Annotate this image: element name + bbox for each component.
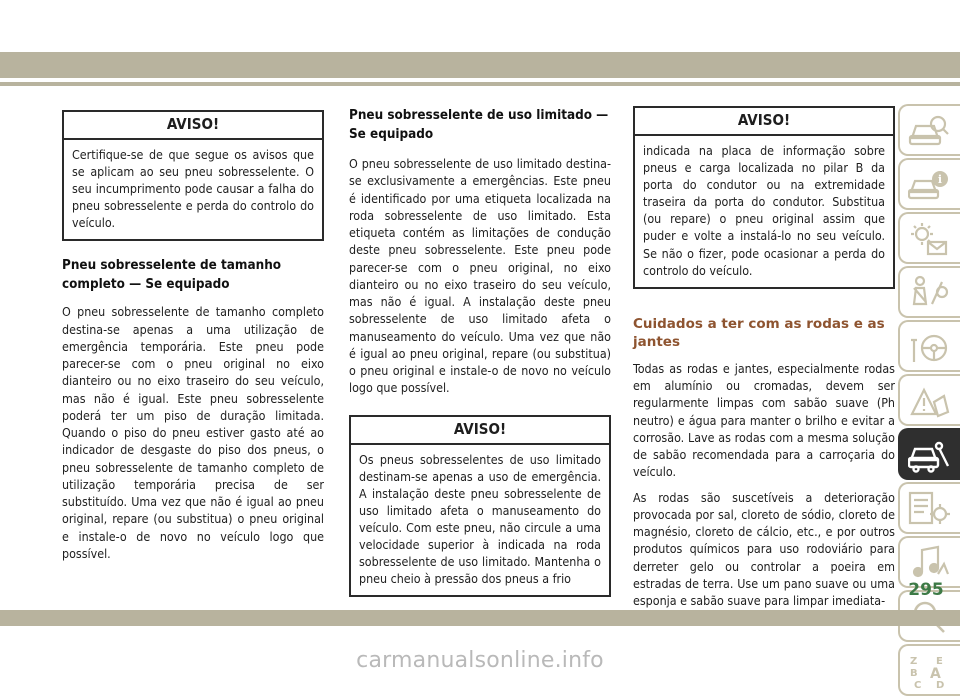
warning-title: AVISO! — [64, 112, 322, 140]
tab-emergency[interactable] — [898, 374, 960, 426]
tab-seatbelt-airbag[interactable] — [898, 266, 960, 318]
footer-band — [0, 610, 960, 626]
column-middle — [349, 106, 611, 597]
svg-text:B: B — [910, 668, 918, 679]
steering-wheel-icon — [908, 328, 950, 366]
header-band — [0, 52, 960, 78]
tab-car-service[interactable] — [898, 428, 960, 480]
svg-text:E: E — [936, 656, 943, 667]
tab-maintenance-list[interactable] — [898, 482, 960, 534]
svg-text:A: A — [930, 666, 941, 682]
warning-text: Os pneus sobresselentes de uso limitado destinam-se apenas a uso de emergência. A instalação deste pneu sobresselente de uso limitado afeta o manuseamento do veículo. Com este pneu, não circule a uma velocidade superior à indicada na roda sobresselente de uso limitado. Mantenha o pneu cheio à pressão dos pneus a frio — [359, 451, 601, 587]
column-left — [62, 110, 324, 562]
warning-text: Certifique-se de que segue os avisos que se aplicam ao seu pneu sobresselente. O seu incumprimento pode causar a falha do pneu sobresselente e perda do controlo do veículo. — [72, 147, 314, 231]
maintenance-list-icon — [908, 490, 950, 528]
section-title: Cuidados a ter com as rodas e as jantes — [633, 315, 885, 350]
seatbelt-airbag-icon — [908, 274, 950, 312]
warning-text: indicada na placa de informação sobre pneus e carga localizada no pilar B da porta do condutor ou na extremidade traseira da porta do condutor. Substitua (ou repare) o pneu original assim que puder e volte a instalá-lo no seu veículo. Se não o fizer, pode ocasionar a perda do controlo do veículo. — [643, 143, 885, 278]
header-rule — [0, 82, 960, 86]
svg-text:Z: Z — [910, 656, 918, 667]
car-info-icon — [908, 166, 950, 204]
subsection-heading: Pneu sobresselente de uso limitado — Se equipado — [349, 108, 609, 142]
body-paragraph: O pneu sobresselente de tamanho completo destina-se apenas a uma utilização de emergência temporária. Este pneu pode parecer-se com o pneu original no eixo dianteiro ou no eixo traseiro do seu veículo, mas não é igual. Este pneu sobresselente poderá ter um piso de duração limitada. Quando o piso do pneu estiver gasto até ao indicador de desgaste do piso dos pneus, o pneu sobresselente de tamanho completo de utilização temporária precisa de ser substituído. Uma vez que não é igual ao pneu original, repare (ou substitua) o pneu original e instale-o de novo no veículo logo que possível. — [62, 304, 324, 561]
car-service-icon — [908, 436, 950, 474]
warning-box — [349, 415, 611, 598]
warning-lights-icon — [908, 220, 950, 258]
body-paragraph: As rodas são suscetíveis a deterioração provocada por sal, cloreto de sódio, cloreto de magnésio, cloreto de cálcio, etc., e por outros produtos químicos para uso rodoviário para derreter gelo ou controlar a poeira em estradas de terra. Use um pano suave ou uma esponja e sabão suave para limpar imediata- — [633, 489, 895, 608]
warning-title: AVISO! — [635, 108, 893, 136]
multimedia-icon — [908, 544, 950, 582]
body-paragraph: O pneu sobresselente de uso limitado destina-se exclusivamente a emergências. Este pneu é identificado por uma etiqueta localizada na roda sobresselente de uso limitado. Esta etiqueta contém as limitações de condução deste pneu sobresselente. Este pneu pode parecer-se com o pneu original, no eixo dianteiro ou no eixo traseiro do seu veículo, mas não é igual. A instalação deste pneu sobresselente de uso limitado afeta o manuseamento do veículo. Uma vez que não é igual ao pneu original, repare (ou substitua) o pneu original e instale-o de novo no veículo logo que possível. — [349, 156, 611, 396]
car-search-icon — [908, 112, 950, 150]
warning-box — [633, 106, 895, 289]
tab-warning-lights[interactable] — [898, 212, 960, 264]
warning-box — [62, 110, 324, 241]
tab-car-search[interactable] — [898, 104, 960, 156]
tab-car-info[interactable] — [898, 158, 960, 210]
svg-text:D: D — [936, 680, 945, 690]
body-paragraph: Todas as rodas e jantes, especialmente rodas em alumínio ou cromadas, devem ser regularmente limpas com sabão suave (Ph neutro) e água para manter o brilho e evitar a corrosão. Lave as rodas com a mesma solução de sabão recomendada para a carroçaria do veículo. — [633, 360, 895, 480]
emergency-triangle-icon — [908, 382, 950, 420]
column-right — [633, 106, 895, 609]
watermark: carmanualsonline.info — [356, 648, 604, 673]
svg-text:C: C — [914, 680, 922, 690]
page-number: 295 — [908, 580, 944, 600]
tab-steering-wheel[interactable] — [898, 320, 960, 372]
warning-title: AVISO! — [351, 417, 609, 445]
subsection-heading: Pneu sobresselente de tamanho completo — Se equipado — [62, 258, 282, 293]
svg-text:i: i — [937, 173, 943, 186]
